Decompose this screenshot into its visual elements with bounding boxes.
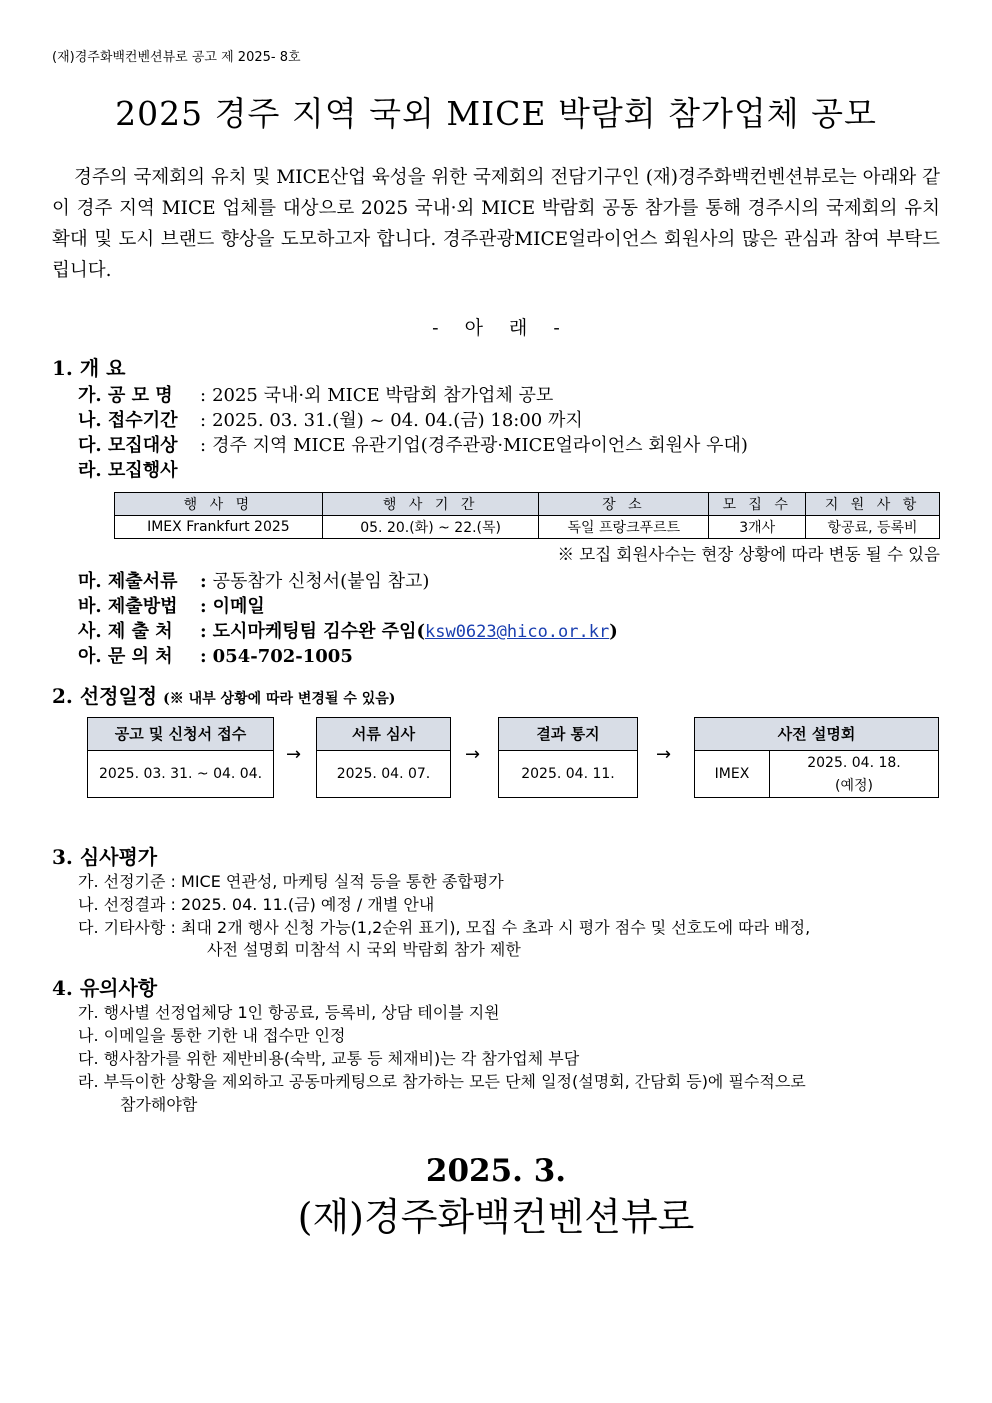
table-cell: 3개사 [709,516,806,539]
caution-item: 라. 부득이한 상황을 제외하고 공동마케팅으로 참가하는 모든 단체 일정(설명회, 간담회 등)에 필수적으로 [78,1072,806,1091]
table-cell: IMEX Frankfurt 2025 [115,516,323,539]
section2-title [52,680,395,709]
table-header-cell: 행 사 기 간 [322,493,539,516]
step-briefing [694,717,939,798]
row-key: 사. 제 출 처 [78,621,173,642]
row-key: 라. 모집행사 [78,460,178,481]
row-value: 도시마케팅팀 김수완 주임( [212,621,425,642]
email-link[interactable]: ksw0623@hico.or.kr [424,622,610,642]
section1-title: 1. 개 요 [52,356,126,380]
table-note: ※ 모집 회원사수는 현장 상황에 따라 변동 될 수 있음 [557,545,940,564]
row-value: 공동참가 신청서(붙임 참고) [212,571,430,592]
table-header-cell: 모 집 수 [709,493,806,516]
evaluation-item-continued: 사전 설명회 미참석 시 국외 박람회 참가 제한 [207,940,521,959]
briefing-note: (예정) [835,778,873,794]
overview-row-submit-to: 사. 제 출 처 : 도시마케팅팀 김수완 주임(ksw0623@hico.or.kr) [78,617,618,643]
step-review [316,717,451,798]
step-body: 2025. 04. 11. [521,766,615,782]
table-header-cell: 지 원 사 항 [806,493,940,516]
caution-item-continued: 참가해야함 [120,1095,198,1114]
table-cell: 독일 프랑크푸르트 [539,516,709,539]
caution-item: 다. 행사참가를 위한 제반비용(숙박, 교통 등 체재비)는 각 참가업체 부담 [78,1049,580,1068]
step-head: 결과 통지 [499,718,637,751]
row-key: 나. 접수기간 [78,410,178,431]
step-body: 2025. 03. 31. ~ 04. 04. [98,766,263,782]
intro-paragraph: 경주의 국제회의 유치 및 MICE산업 육성을 위한 국제회의 전담기구인 (재)경주화백컨벤션뷰로는 아래와 같이 경주 지역 MICE 업체를 대상으로 2025 국내·외 MICE 박람회 공동 참가를 통해 경주시의 국제회의 유치 확대 및 도시 브랜드 향상을 도모하고자 합니다. 경주관광MICE얼라이언스 회원사의 많은 관심과 참여 부탁드립니다. [52,167,940,281]
page-title: 2025 경주 지역 국외 MICE 박람회 참가업체 공모 [115,94,877,133]
evaluation-item: 가. 선정기준 : MICE 연관성, 마케팅 실적 등을 통한 종합평가 [78,872,504,891]
overview-row-name: 가. 공 모 명 : 2025 국내·외 MICE 박람회 참가업체 공모 [78,381,553,407]
evaluation-item: 나. 선정결과 : 2025. 04. 11.(금) 예정 / 개별 안내 [78,895,435,914]
table-cell: 항공료, 등록비 [806,516,940,539]
arrow-right-icon: → [286,744,302,765]
table-row [115,516,940,539]
row-key: 아. 문 의 처 [78,646,173,667]
arrow-right-icon: → [465,744,481,765]
overview-row-events [78,456,198,482]
step-application [87,717,274,798]
table-header-row [115,493,940,516]
step-body: 2025. 04. 07. [336,766,431,782]
section4-title: 4. 유의사항 [52,976,158,1000]
row-value: 2025. 03. 31.(월) ~ 04. 04.(금) 18:00 까지 [212,410,583,431]
row-value: 2025 국내·외 MICE 박람회 참가업체 공모 [212,385,554,406]
overview-row-documents: 마. 제출서류 : 공동참가 신청서(붙임 참고) [78,567,429,593]
briefing-label: IMEX [695,751,770,798]
table-header-cell: 행 사 명 [115,493,323,516]
footer-date: 2025. 3. [425,1153,567,1189]
row-value: 054-702-1005 [212,646,353,667]
overview-row-contact: 아. 문 의 처 : 054-702-1005 [78,642,353,668]
step-head: 서류 심사 [317,718,450,751]
overview-row-target: 다. 모집대상 : 경주 지역 MICE 유관기업(경주관광·MICE얼라이언스 회원사 우대) [78,431,748,457]
caution-item: 가. 행사별 선정업체당 1인 항공료, 등록비, 상담 테이블 지원 [78,1003,500,1022]
overview-row-method: 바. 제출방법 : 이메일 [78,592,265,618]
table-cell: 05. 20.(화) ~ 22.(목) [322,516,539,539]
row-value: 이메일 [212,596,265,617]
row-key: 마. 제출서류 [78,571,178,592]
notice-number: (재)경주화백컨벤션뷰로 공고 제 2025- 8호 [52,50,301,65]
section2-note: (※ 내부 상황에 따라 변경될 수 있음) [163,691,396,707]
step-result [498,717,638,798]
arrow-right-icon: → [656,744,672,765]
row-key: 가. 공 모 명 [78,385,173,406]
section3-title: 3. 심사평가 [52,845,158,869]
notice-heading: - 아 래 - [432,317,560,339]
row-value: 경주 지역 MICE 유관기업(경주관광·MICE얼라이언스 회원사 우대) [212,435,748,456]
events-table [114,492,940,539]
caution-item: 나. 이메일을 통한 기한 내 접수만 인정 [78,1026,346,1045]
overview-row-period: 나. 접수기간 : 2025. 03. 31.(월) ~ 04. 04.(금) 18:00 까지 [78,406,583,432]
table-header-cell: 장 소 [539,493,709,516]
footer-organization: (재)경주화백컨벤션뷰로 [297,1195,695,1239]
section2-title-text: 2. 선정일정 [52,684,158,708]
row-tail: ) [609,621,618,642]
step-head: 사전 설명회 [695,718,938,751]
briefing-date: 2025. 04. 18. [807,755,901,771]
evaluation-item: 다. 기타사항 : 최대 2개 행사 신청 가능(1,2순위 표기), 모집 수 초과 시 평가 점수 및 선호도에 따라 배정, [78,918,811,937]
row-key: 바. 제출방법 [78,596,178,617]
step-head: 공고 및 신청서 접수 [88,718,273,751]
row-key: 다. 모집대상 [78,435,178,456]
